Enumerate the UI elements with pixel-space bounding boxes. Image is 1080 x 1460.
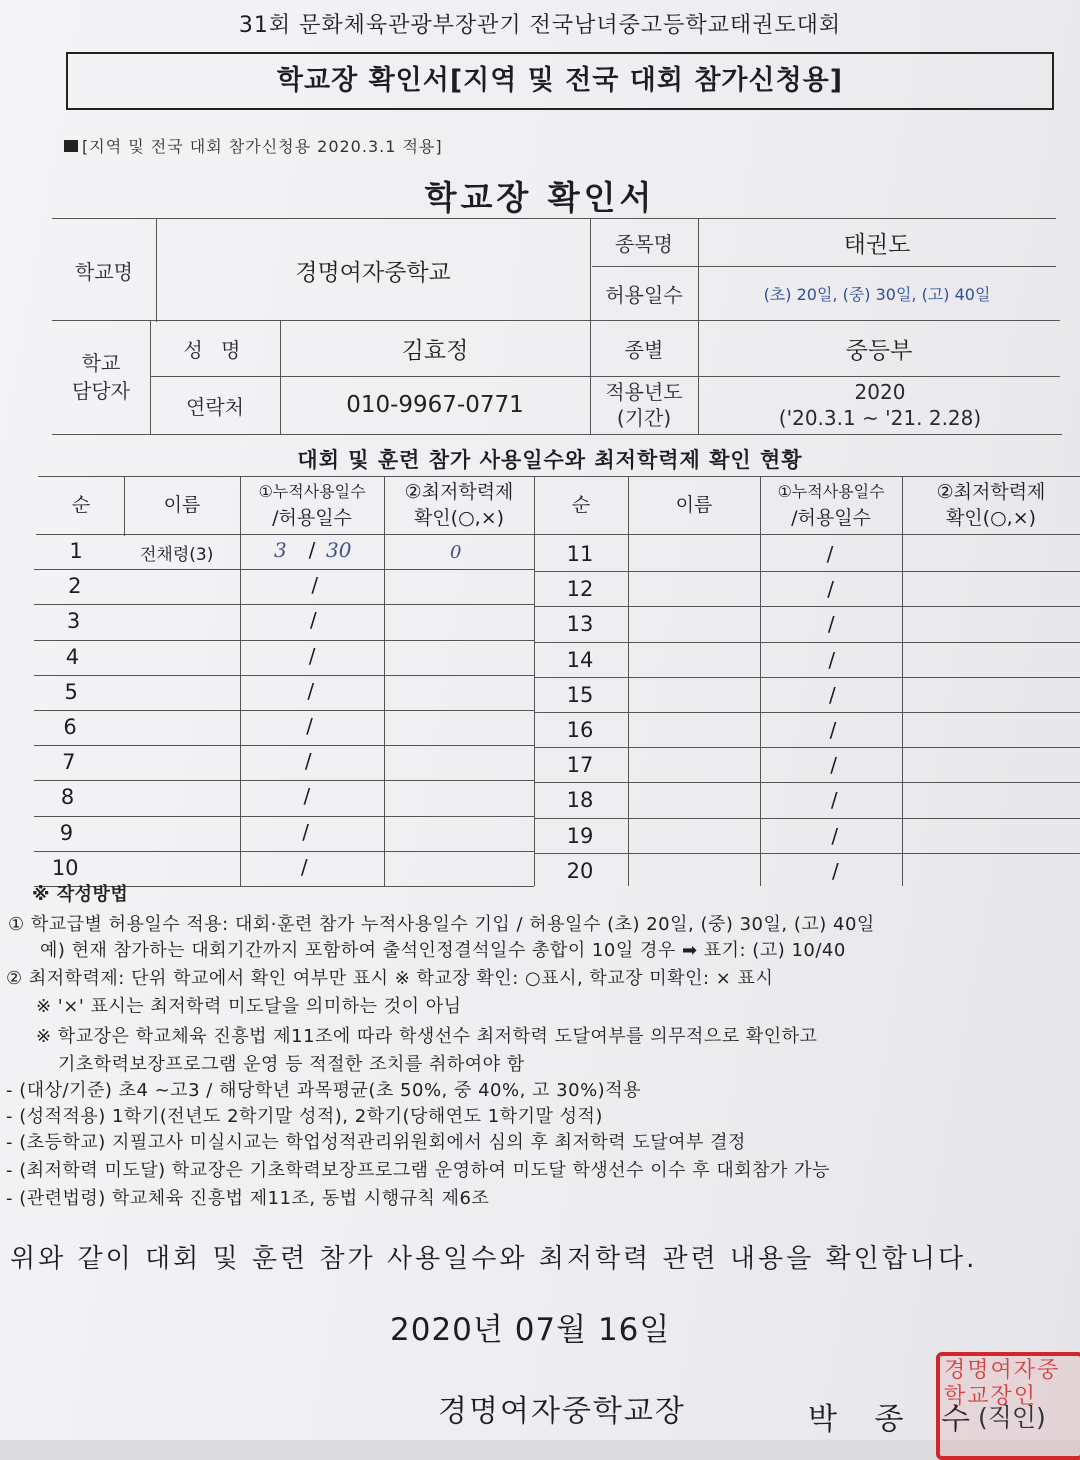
row-number: 9 [59,820,74,845]
row-rule [34,569,534,570]
slash-separator: / [828,647,836,672]
header-line: ②최저학력제 [936,481,1046,503]
year-label [590,376,698,434]
row-rule [534,677,1080,678]
event-value: 태권도 [843,231,911,258]
slash-separator: / [310,608,317,633]
row-rule [534,818,1080,819]
allowed-days-label: 허용일수 [605,282,683,307]
slash-separator: / [830,788,838,813]
header-line: 확인(○,×) [945,507,1037,529]
row-number: 12 [566,577,594,602]
status-table [34,476,1080,886]
slash-separator: / [300,854,308,879]
note-line: 예) 현재 참가하는 대회기간까지 포함하여 출석인정결석일수 총합이 10일 경우 ➡ 표기: (고) 10/40 [40,940,846,961]
square-bullet-icon [64,140,78,152]
year-value [698,376,1062,434]
header-line: ①누적사용일수 [777,482,885,501]
school-principal-title: 경명여자중학교장 [438,1394,686,1429]
used-days-handwritten: 3 [274,538,287,562]
slash-separator: / [830,753,837,778]
rule [36,534,1080,535]
seal-text: 경명여자중학교장인 [944,1358,1061,1409]
row-rule [34,640,534,641]
slash-separator: / [302,819,309,844]
col-header-name-right: 이름 [675,494,713,516]
col-header-academic [384,476,534,534]
row-rule [34,851,534,852]
manager-label [52,320,150,434]
allowed-days-handwritten: 30 [326,538,352,562]
contact-label: 연락처 [186,394,244,419]
col-header-cumulative [240,476,384,534]
note-line: ② 최저학력제: 단위 학교에서 확인 여부만 표시 ※ 학교장 확인: ○표시, 학교장 미확인: × 표시 [6,968,774,989]
signing-date: 2020년 07월 16일 [390,1312,671,1348]
row-number: 5 [64,679,78,704]
rule [384,476,385,886]
reference-line [64,134,443,157]
confirmation-statement: 위와 같이 대회 및 훈련 참가 사용일수와 최저학력 관련 내용을 확인합니다. [10,1244,978,1274]
event-label: 종목명 [615,231,673,256]
row-rule [34,745,534,746]
row-rule [534,747,1080,748]
note-line: - (대상/기준) 초4 ~고3 / 해당학년 과목평균(초 50%, 중 40%, 고 30%)적용 [6,1080,641,1101]
row-rule [34,675,534,676]
rule [760,476,761,886]
note-line: - (최저학력 미도달) 학교장은 기초학력보장프로그램 운영하여 미도달 학생선수 이수 후 대회참가 가능 [6,1160,830,1181]
header-line: ①누적사용일수 [258,482,366,501]
col-header-no: 순 [71,494,91,516]
slash-separator: / [827,612,835,637]
col-header-cumulative-right [760,476,902,534]
header-line: /허용일수 [791,507,871,529]
row-rule [534,853,1080,854]
col-header-academic-right [902,476,1080,534]
box-title: 학교장 확인서[지역 및 전국 대회 참가신청용] [66,52,1054,110]
year-label-line1: 적용년도 [605,380,683,404]
rule [628,476,629,886]
slash-separator: / [304,749,312,774]
form-title: 학교장 확인서 [424,178,656,217]
rule [534,476,535,886]
row-number: 18 [566,788,594,813]
header-line: ②최저학력제 [404,481,514,503]
slash-separator: / [308,643,316,668]
col-header-name: 이름 [163,494,201,516]
row-rule [534,606,1080,607]
name-label: 성 명 [183,337,247,362]
competition-title: 31회 문화체육관광부장관기 전국남녀중고등학교태권도대회 [238,13,842,38]
manager-label-line1: 학교 [81,351,121,375]
row-rule [534,642,1080,643]
row-number: 3 [66,609,81,634]
reference-text: [지역 및 전국 대회 참가신청용 2020.3.1 적용] [82,137,443,156]
info-table [52,218,1062,436]
status-section-title: 대회 및 훈련 참가 사용일수와 최저학력제 확인 현황 [297,448,803,472]
contact-value: 010-9967-0771 [346,392,524,418]
slash-separator: / [831,823,839,848]
row-rule [34,780,534,781]
row-rule [34,604,534,605]
note-line: ※ '×' 표시는 최저학력 미도달을 의미하는 것이 아님 [36,996,462,1017]
school-value: 경명여자중학교 [295,259,451,286]
row-rule [534,571,1080,572]
player-name: 전채령(3) [140,545,214,565]
row-number: 16 [566,718,594,742]
row-rule [534,782,1080,783]
col-header-no-right: 순 [571,494,591,516]
header-line: /허용일수 [272,507,352,529]
note-line: ① 학교급별 허용일수 적용: 대회·훈련 참가 누적사용일수 기입 / 허용일수 (초) 20일, (중) 30일, (고) 40일 [8,914,875,935]
slash-separator: / [829,682,836,707]
rule [240,476,241,886]
row-number: 15 [566,682,594,707]
note-line: ※ 학교장은 학교체육 진흥법 제11조에 따라 학생선수 최저학력 도달여부를 의무적으로 확인하고 [36,1026,818,1047]
row-number: 8 [60,785,75,810]
note-line: 기초학력보장프로그램 운영 등 적절한 조치를 취하여야 함 [58,1054,525,1075]
year-value-period: ('20.3.1 ~ '21. 2.28) [778,406,982,430]
division-label: 종별 [624,337,664,362]
note-line: - (관련법령) 학교체육 진흥법 제11조, 동법 시행규칙 제6조 [6,1188,490,1209]
principal-name: 박 종 수 [808,1402,985,1437]
note-line: - (초등학교) 지필고사 미실시교는 학업성적관리위원회에서 심의 후 최저학력 도달여부 결정 [6,1132,746,1153]
row-number: 17 [566,753,594,778]
row-number: 4 [65,644,80,669]
row-number: 6 [63,715,77,739]
header-line: 확인(○,×) [413,507,505,529]
slash-separator: / [307,678,315,703]
school-label: 학교명 [75,259,133,284]
row-number: 2 [68,574,82,599]
row-number: 14 [566,647,594,672]
row-rule [34,710,534,711]
slash-separator: / [303,784,311,809]
year-label-line2: (기간) [616,406,672,430]
slash-separator: / [306,714,313,738]
row-rule [34,816,534,817]
rule [902,476,903,886]
manager-label-line2: 담당자 [72,379,130,403]
slash-separator: / [311,573,319,598]
rule [52,434,1062,435]
seal-label: (직인) [978,1403,1046,1432]
row-number: 20 [566,858,594,883]
allowed-days-value: (초) 20일, (중) 30일, (고) 40일 [763,284,991,304]
slash-separator: / [832,858,839,883]
note-line: - (성적적용) 1학기(전년도 2학기말 성적), 2학기(당해연도 1학기말 성적) [6,1106,603,1127]
row-number: 11 [566,542,594,566]
slash-separator: / [829,718,837,742]
row-number: 1 [69,539,83,563]
row-number: 19 [566,823,594,848]
division-value: 중등부 [845,337,913,364]
row-number: 10 [51,855,79,880]
notes-heading: ※ 작성방법 [32,884,129,905]
slash-separator: / [308,538,316,562]
row-number: 7 [62,750,76,775]
row-rule [534,712,1080,713]
academic-check-handwritten: 0 [450,542,462,563]
slash-separator: / [826,542,834,566]
row-number: 13 [566,612,594,637]
year-value-year: 2020 [854,380,906,404]
slash-separator: / [827,577,834,602]
name-value: 김효정 [401,337,469,364]
